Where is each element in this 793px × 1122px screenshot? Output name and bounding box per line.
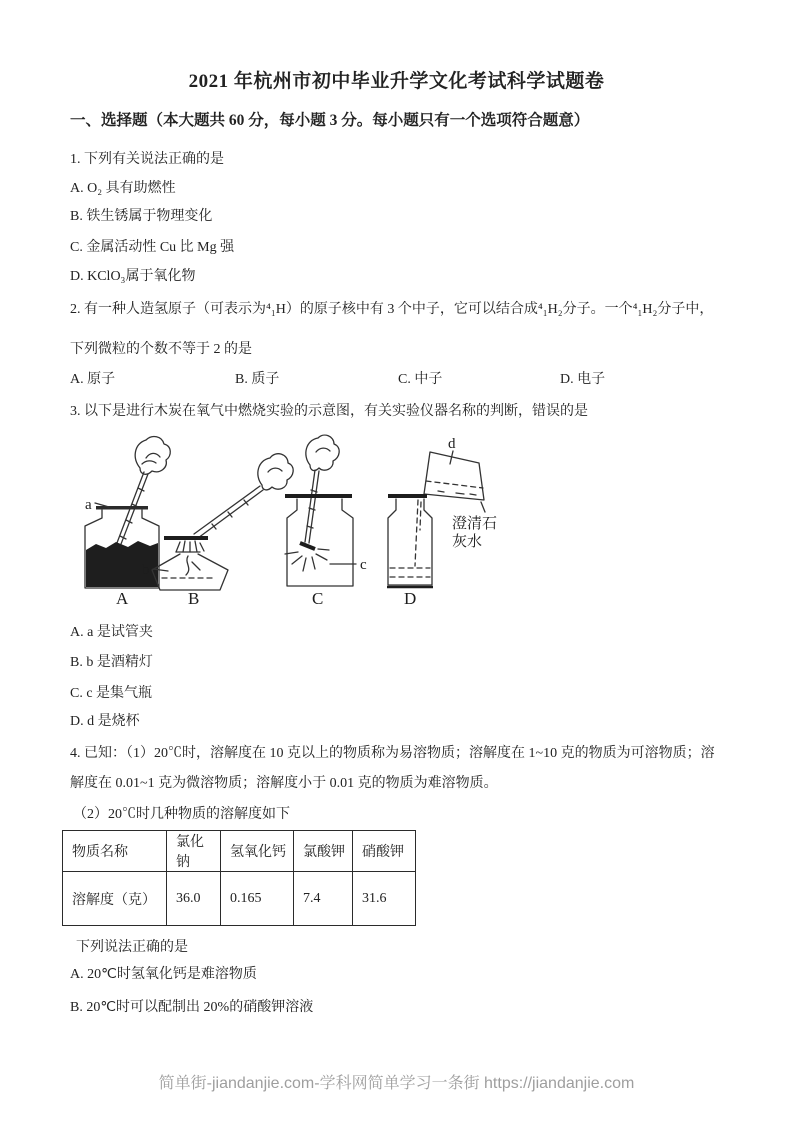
- watermark-footer: 简单街-jiandanjie.com-学科网简单学习一条街 https://jiandanjie.com: [158, 1075, 635, 1092]
- hand-fingers: [268, 468, 282, 472]
- page-title: 2021 年杭州市初中毕业升学文化考试科学试题卷: [188, 71, 605, 92]
- question-2-option-a: A. 原子: [70, 372, 116, 387]
- question-2-option-d: D. 电子: [560, 372, 606, 387]
- table-header-nacl: 氯化钠: [167, 831, 221, 872]
- figure-d-group: [387, 436, 497, 608]
- solubility-table: [62, 830, 416, 926]
- figure-caption-c: C: [312, 589, 324, 608]
- question-1-option-a: A. O₂ 具有助燃性: [70, 181, 176, 196]
- figure-caption-b: B: [188, 589, 200, 608]
- question-1-option-c: C. 金属活动性 Cu 比 Mg 强: [70, 240, 235, 255]
- question-1-stem: 1. 下列有关说法正确的是: [70, 152, 224, 167]
- table-header-kno3: 硝酸钾: [353, 831, 416, 872]
- table-header-row: [63, 831, 416, 872]
- question-2-stem-line1: 2. 有一种人造氢原子（可表示为⁴₁H）的原子核中有 3 个中子，它可以结合成⁴₁H₂分子。一个⁴₁H₂分子中，: [70, 302, 714, 317]
- question-3-option-c: C. c 是集气瓶: [70, 686, 153, 701]
- figure-label-d: d: [448, 436, 456, 452]
- spark-burst-icon: [285, 549, 329, 571]
- question-3-option-a: A. a 是试管夹: [70, 625, 153, 640]
- experiment-figure: [72, 430, 542, 613]
- figure-caption-d: D: [404, 589, 417, 608]
- question-1-option-b: B. 铁生锈属于物理变化: [70, 209, 213, 224]
- table-cell-nacl-value: 36.0: [167, 872, 221, 926]
- table-cell-kno3-value: 31.6: [353, 872, 416, 926]
- hand-fingers: [142, 453, 160, 464]
- question-4-stem-line1: 4. 已知：（1）20℃时，溶解度在 10 克以上的物质称为易溶物质；溶解度在 1~10 克的物质为可溶物质；溶: [70, 746, 715, 761]
- bottle-a-mouth-lip: [96, 506, 148, 510]
- figure-c-group: [285, 435, 367, 608]
- flame-icon: [176, 541, 204, 552]
- question-2-option-b: B. 质子: [235, 372, 280, 387]
- bottle-d-liquid: [390, 568, 430, 577]
- question-4-stem-line2: 解度在 0.01~1 克为微溶物质；溶解度小于 0.01 克的物质为难溶物质。: [70, 776, 498, 791]
- hand-fingers: [316, 448, 330, 452]
- spoon-hatching: [120, 488, 144, 539]
- annotation-leader: [481, 502, 485, 512]
- table-header-caoh2: 氢氧化钙: [221, 831, 294, 872]
- question-4-option-b: B. 20℃时可以配制出 20%的硝酸钾溶液: [70, 1000, 314, 1015]
- figure-label-a: a: [85, 497, 92, 513]
- burning-charcoal: [300, 543, 315, 549]
- hand-icon: [135, 437, 170, 475]
- question-3-option-b: B. b 是酒精灯: [70, 655, 153, 670]
- beaker: [424, 452, 484, 500]
- table-cell-caoh2-value: 0.165: [221, 872, 294, 926]
- figure-label-b: b: [142, 562, 150, 578]
- limewater-dashes: [438, 491, 476, 495]
- limewater-annotation-line1: 澄清石: [452, 516, 498, 532]
- question-2-stem-line2: 下列微粒的个数不等于 2 的是: [70, 342, 252, 357]
- section-header: 一、选择题（本大题共 60 分，每小题 3 分。每小题只有一个选项符合题意）: [70, 112, 590, 129]
- table-header-kclo3: 氯酸钾: [294, 831, 353, 872]
- limewater-annotation-line2: 灰水: [452, 534, 483, 550]
- gas-bottle-c: [287, 499, 353, 586]
- question-2-option-c: C. 中子: [398, 372, 443, 387]
- gas-bottle-d: [388, 499, 432, 585]
- table-cell-solubility-label: 溶解度（克）: [63, 872, 167, 926]
- limewater-level: [426, 481, 483, 488]
- question-3-option-d: D. d 是烧杯: [70, 714, 140, 729]
- question-4-prompt: 下列说法正确的是: [76, 940, 188, 955]
- table-data-row: [63, 872, 416, 926]
- figure-label-c: c: [360, 557, 367, 573]
- lamp-wick: [186, 556, 200, 575]
- hand-icon: [258, 454, 293, 490]
- pour-stream: [415, 500, 421, 566]
- figure-caption-a: A: [116, 589, 129, 608]
- table-cell-kclo3-value: 7.4: [294, 872, 353, 926]
- question-4-option-a: A. 20℃时氢氧化钙是难溶物质: [70, 967, 257, 982]
- question-4-sub-stem: （2）20℃时几种物质的溶解度如下: [73, 807, 290, 822]
- hand-icon: [306, 435, 339, 470]
- figure-b-group: [142, 454, 293, 608]
- experiment-figure-svg: [72, 430, 542, 613]
- question-3-stem: 3. 以下是进行木炭在氧气中燃烧实验的示意图，有关实验仪器名称的判断，错误的是: [70, 404, 588, 419]
- combustion-spoon-handle: [305, 470, 319, 543]
- question-1-option-d: D. KClO₃属于氧化物: [70, 269, 196, 284]
- table-header-substance: 物质名称: [63, 831, 167, 872]
